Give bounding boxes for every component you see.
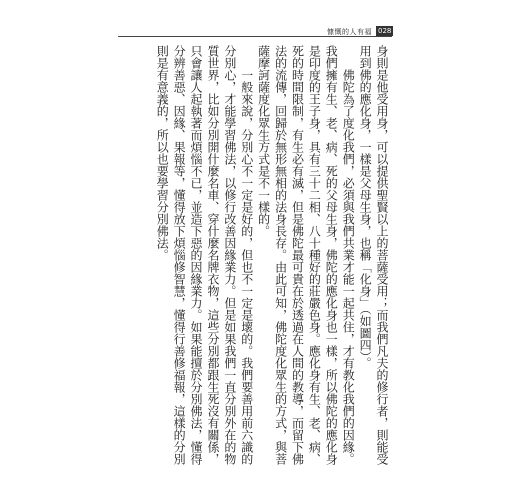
running-header-title: 慷慨的人有福 — [327, 28, 372, 36]
page-number-badge: 028 — [378, 27, 392, 35]
paragraph-1: 身則是他受用身，可以提供聖賢以上的菩薩受用；而我們凡夫的修行者，則能受用到佛的應化身，一樣是父母生身，也稱「化身」（如圖四）。 — [358, 45, 389, 465]
paragraph-3: 一般來說，分別心不一定是好的，但也不一定是壞的。我們要善用前六識的分別心，才能學習佛法，以修行改善因緣業力。但是如果我們一直分別外在的物質世界，比如分別開什麼名車、穿什麼名牌衣物，這些分別都跟生死沒有關係，只會讓人起執著而煩惱不已，並造下惡的因緣業力。如果能擅於分別佛法，懂得分辨善惡、因緣、果報等，懂得放下煩惱修智慧，懂得行善修福報，這樣的分別則是有意義的，所以也要學習分別佛法。 — [155, 45, 254, 465]
header-rule — [118, 36, 392, 37]
paragraph-2: 佛陀為了度化我們，必須與我們共業才能一起共住，才有教化我們的因緣。我們擁有生、老、病、死的父母生身，佛陀的應化身也一樣，所以佛陀的應化身是印度的王子身，具有三十二相、八十種好的莊嚴色身。應化身有生、老、病、死的時間限制，有生必有滅，但是佛陀最可貴在於透過在人間的教導，而留下佛法的流傳，回歸於無形無相的法身長存。由此可知，佛陀度化眾生的方式，與菩薩摩訶薩度化眾生方式是不一樣的。 — [256, 45, 356, 465]
body-text — [130, 45, 390, 465]
